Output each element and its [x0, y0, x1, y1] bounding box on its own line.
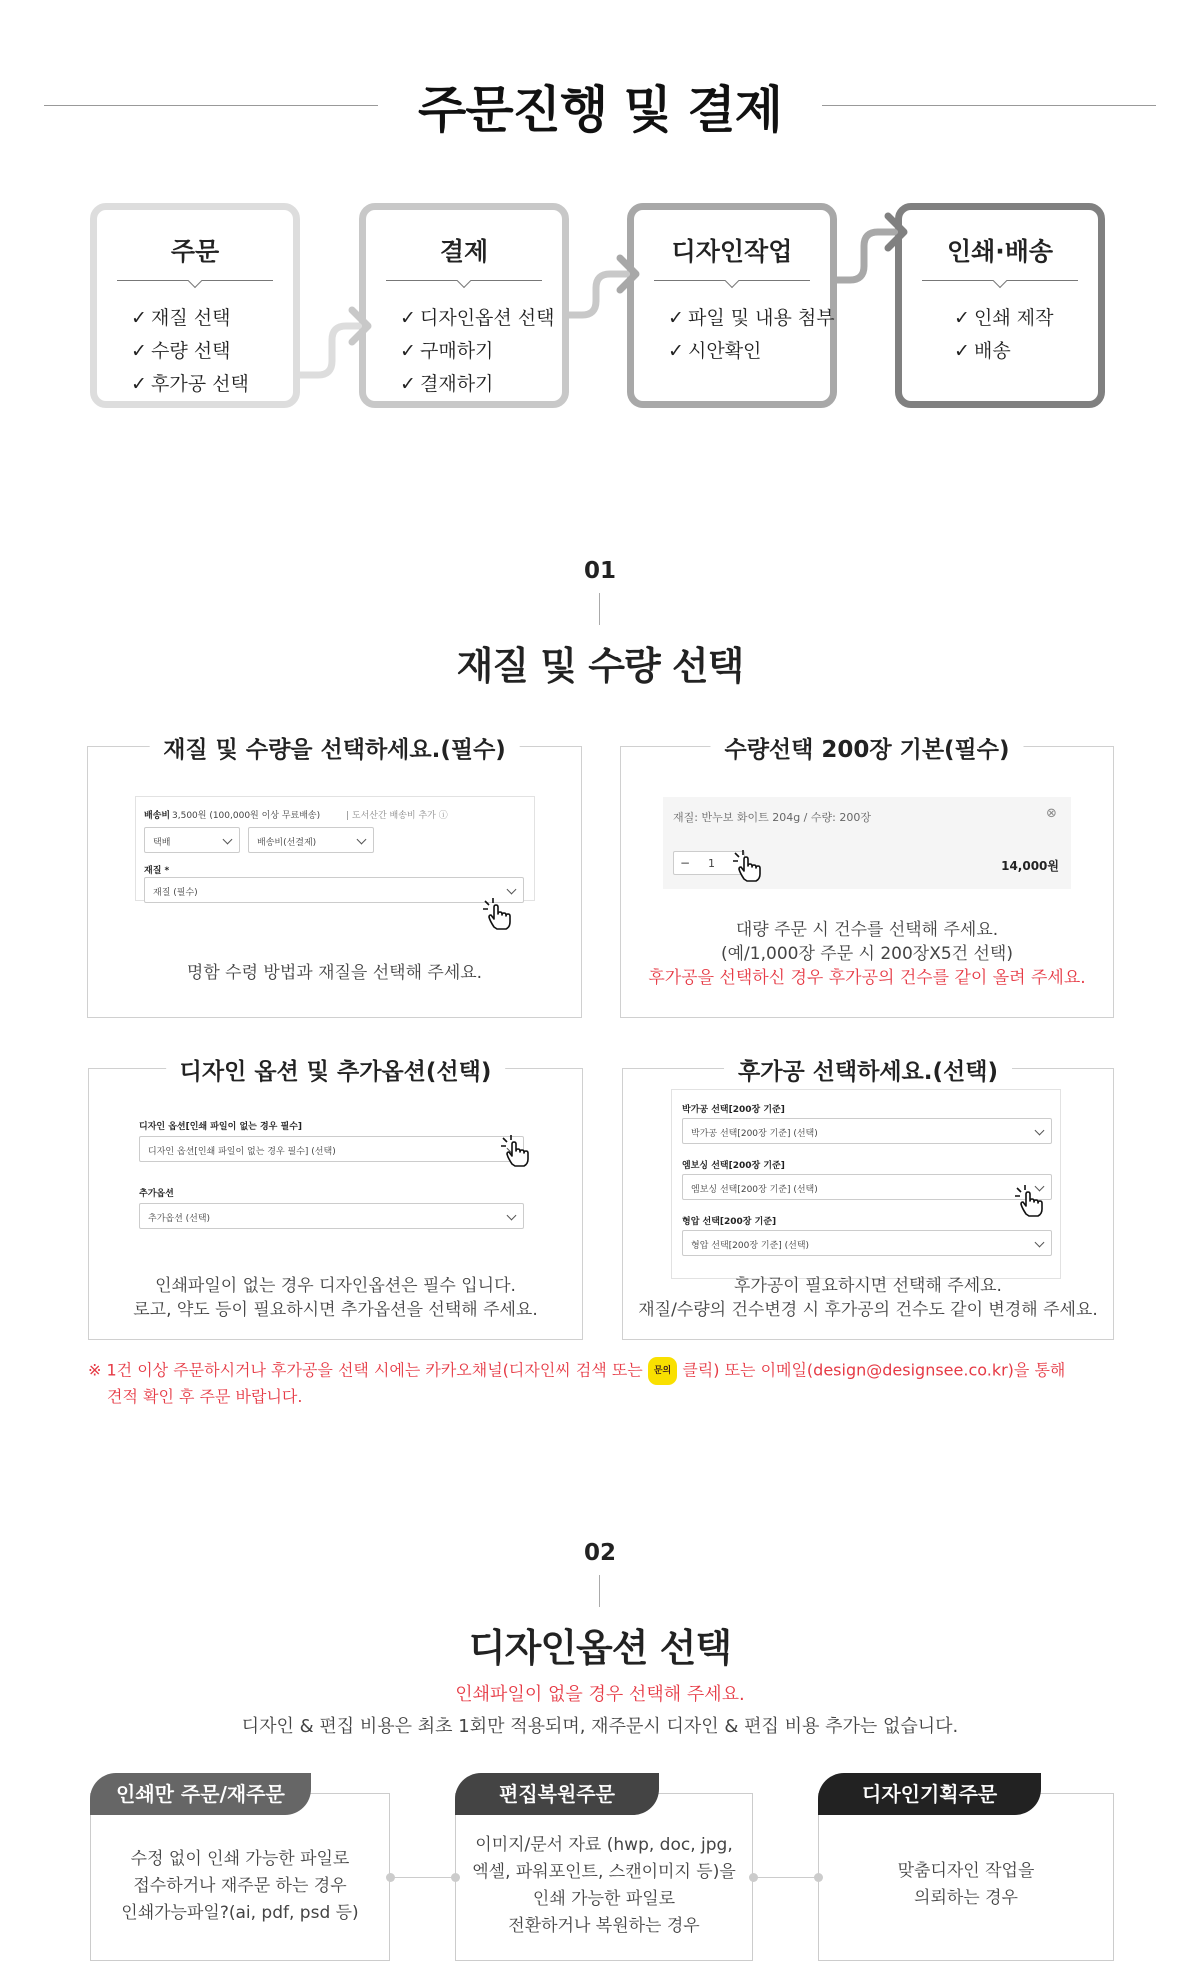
connector-dot	[451, 1873, 460, 1882]
step-arrows-icon	[0, 190, 1200, 420]
list-item: ✓ 수량 선택	[131, 335, 249, 368]
option-edit-restore	[455, 1782, 753, 1961]
remove-icon[interactable]: ⊗	[1046, 806, 1057, 821]
section-description: 디자인 & 편집 비용은 최초 1회만 적용되며, 재주문시 디자인 & 편집 비용 추가는 없습니다.	[241, 1716, 959, 1737]
step-title: 인쇄·배송	[946, 237, 1054, 266]
price-value: 14,000원	[1001, 859, 1059, 873]
shipping-label: 배송비	[144, 811, 171, 821]
box-warning: 후가공을 선택하신 경우 후가공의 건수를 같이 올려 주세요.	[648, 968, 1086, 988]
option-description: 맞춤디자인 작업을 의뢰하는 경우	[897, 1861, 1035, 1908]
list-item: ✓ 구매하기	[400, 335, 555, 368]
chevron-down-icon	[1035, 1238, 1045, 1248]
list-item: ✓ 시안확인	[668, 335, 835, 368]
section-title: 재질 및 수량 선택	[456, 644, 744, 688]
box-title: 후가공 선택하세요.(선택)	[724, 1053, 1012, 1086]
list-item: ✓ 파일 및 내용 첨부	[668, 302, 835, 335]
check-icon: ✓	[400, 307, 416, 329]
chevron-down-icon	[223, 835, 233, 845]
box-description: 인쇄파일이 없는 경우 디자인옵션은 필수 입니다.	[155, 1276, 516, 1296]
list-item: ✓ 배송	[954, 335, 1053, 368]
delivery-select[interactable]: 택배	[144, 827, 240, 853]
section-number: 01	[583, 558, 616, 584]
page-title: 주문진행 및 결제	[418, 81, 782, 139]
minus-button[interactable]: −	[680, 856, 691, 870]
material-select[interactable]: 재질 (필수)	[144, 877, 524, 903]
section-divider	[599, 593, 600, 625]
option-tag: 인쇄만 주문/재주문	[90, 1773, 311, 1815]
list-item: ✓ 결재하기	[400, 368, 555, 401]
shipping-value: 3,500원 (100,000원 이상 무료배송)	[172, 811, 321, 821]
box-title: 수량선택 200장 기본(필수)	[710, 731, 1023, 764]
material-form-preview	[135, 796, 535, 901]
press-select[interactable]: 형압 선택[200장 기준] (선택)	[682, 1230, 1052, 1256]
order-notice: ※ 1건 이상 주문하시거나 후가공을 선택 시에는 카카오채널(디자인씨 검색 또는 문의 클릭) 또는 이메일(design@designsee.co.kr)을 통해 견적 확인 후 주문 바랍니다.	[88, 1357, 1128, 1409]
option-description: 수정 없이 인쇄 가능한 파일로 접수하거나 재주문 하는 경우 인쇄가능파일?(ai, pdf, psd 등)	[121, 1849, 359, 1923]
option-description: 이미지/문서 자료 (hwp, doc, jpg, 엑셀, 파워포인트, 스캔이미지 등)을 인쇄 가능한 파일로 전환하거나 복원하는 경우	[472, 1835, 736, 1936]
check-icon: ✓	[954, 340, 970, 362]
check-icon: ✓	[400, 373, 416, 395]
shipping-fee-select[interactable]: 배송비(선결제)	[248, 827, 374, 853]
chevron-down-icon	[507, 885, 517, 895]
check-icon: ✓	[400, 340, 416, 362]
pointer-hand-icon	[499, 1134, 533, 1168]
chevron-down-icon	[357, 835, 367, 845]
check-icon: ✓	[668, 340, 684, 362]
post-process-box	[622, 1059, 1114, 1340]
extra-option-select[interactable]: 추가옵션 (선택)	[139, 1203, 524, 1229]
step-title: 주문	[170, 237, 220, 266]
pointer-hand-icon	[481, 897, 515, 931]
design-option-select[interactable]: 디자인 옵션[인쇄 파일이 없는 경우 필수] (선택)	[139, 1136, 524, 1162]
option-connector	[753, 1877, 818, 1878]
option-print-only	[90, 1782, 390, 1961]
box-description: 로고, 약도 등이 필요하시면 추가옵션을 선택해 주세요.	[133, 1300, 538, 1320]
list-item: ✓ 재질 선택	[131, 302, 249, 335]
section-subtitle: 인쇄파일이 없을 경우 선택해 주세요.	[455, 1684, 745, 1705]
emboss-label: 엠보싱 선택[200장 기준]	[682, 1161, 785, 1171]
box-description: 재질/수량의 건수변경 시 후가공의 건수도 같이 변경해 주세요.	[638, 1300, 1098, 1320]
box-title: 재질 및 수량을 선택하세요.(필수)	[149, 731, 520, 764]
press-label: 형압 선택[200장 기준]	[682, 1217, 777, 1227]
emboss-select[interactable]: 엠보싱 선택[200장 기준] (선택)	[682, 1174, 1052, 1200]
chevron-down-icon	[507, 1211, 517, 1221]
check-icon: ✓	[954, 307, 970, 329]
check-icon: ✓	[668, 307, 684, 329]
check-icon: ✓	[131, 340, 147, 362]
list-item: ✓ 디자인옵션 선택	[400, 302, 555, 335]
step-title: 결제	[439, 237, 489, 266]
quantity-preview	[663, 797, 1071, 889]
section-number: 02	[583, 1540, 616, 1566]
connector-dot	[386, 1873, 395, 1882]
option-connector	[390, 1877, 455, 1878]
kakao-inquiry-button[interactable]: 문의	[648, 1357, 677, 1385]
section-divider	[599, 1575, 600, 1607]
box-description: 후가공이 필요하시면 선택해 주세요.	[734, 1276, 1002, 1296]
shipping-extra: | 도서산간 배송비 추가 ⓘ	[346, 811, 448, 821]
check-icon: ✓	[131, 307, 147, 329]
design-option-box	[88, 1059, 583, 1340]
selection-summary: 재질: 반누보 화이트 204g / 수량: 200장	[673, 811, 871, 824]
quantity-box	[620, 737, 1114, 1018]
material-label: 재질 *	[144, 866, 170, 876]
list-item: ✓ 인쇄 제작	[954, 302, 1053, 335]
check-icon: ✓	[131, 373, 147, 395]
foil-select[interactable]: 박가공 선택[200장 기준] (선택)	[682, 1118, 1052, 1144]
option-design-plan	[818, 1782, 1114, 1961]
box-description: (예/1,000장 주문 시 200장X5건 선택)	[721, 944, 1013, 964]
pointer-hand-icon	[1013, 1184, 1047, 1218]
design-option-label: 디자인 옵션[인쇄 파일이 없는 경우 필수]	[139, 1122, 302, 1132]
foil-label: 박가공 선택[200장 기준]	[682, 1105, 785, 1115]
box-description: 명함 수령 방법과 재질을 선택해 주세요.	[186, 963, 483, 983]
connector-dot	[749, 1873, 758, 1882]
box-title: 디자인 옵션 및 추가옵션(선택)	[166, 1053, 506, 1086]
chevron-down-icon	[1035, 1126, 1045, 1136]
section-title: 디자인옵션 선택	[468, 1626, 732, 1670]
step-title: 디자인작업	[671, 237, 793, 266]
material-quantity-box	[87, 737, 582, 1018]
pointer-hand-icon	[731, 849, 765, 883]
box-description: 대량 주문 시 건수를 선택해 주세요.	[735, 920, 999, 940]
connector-dot	[814, 1873, 823, 1882]
quantity-value: 1	[708, 857, 715, 870]
post-process-preview	[671, 1089, 1061, 1279]
option-tag: 편집복원주문	[455, 1773, 659, 1815]
list-item: ✓ 후가공 선택	[131, 368, 249, 401]
option-tag: 디자인기획주문	[818, 1773, 1041, 1815]
extra-option-label: 추가옵션	[139, 1189, 174, 1199]
